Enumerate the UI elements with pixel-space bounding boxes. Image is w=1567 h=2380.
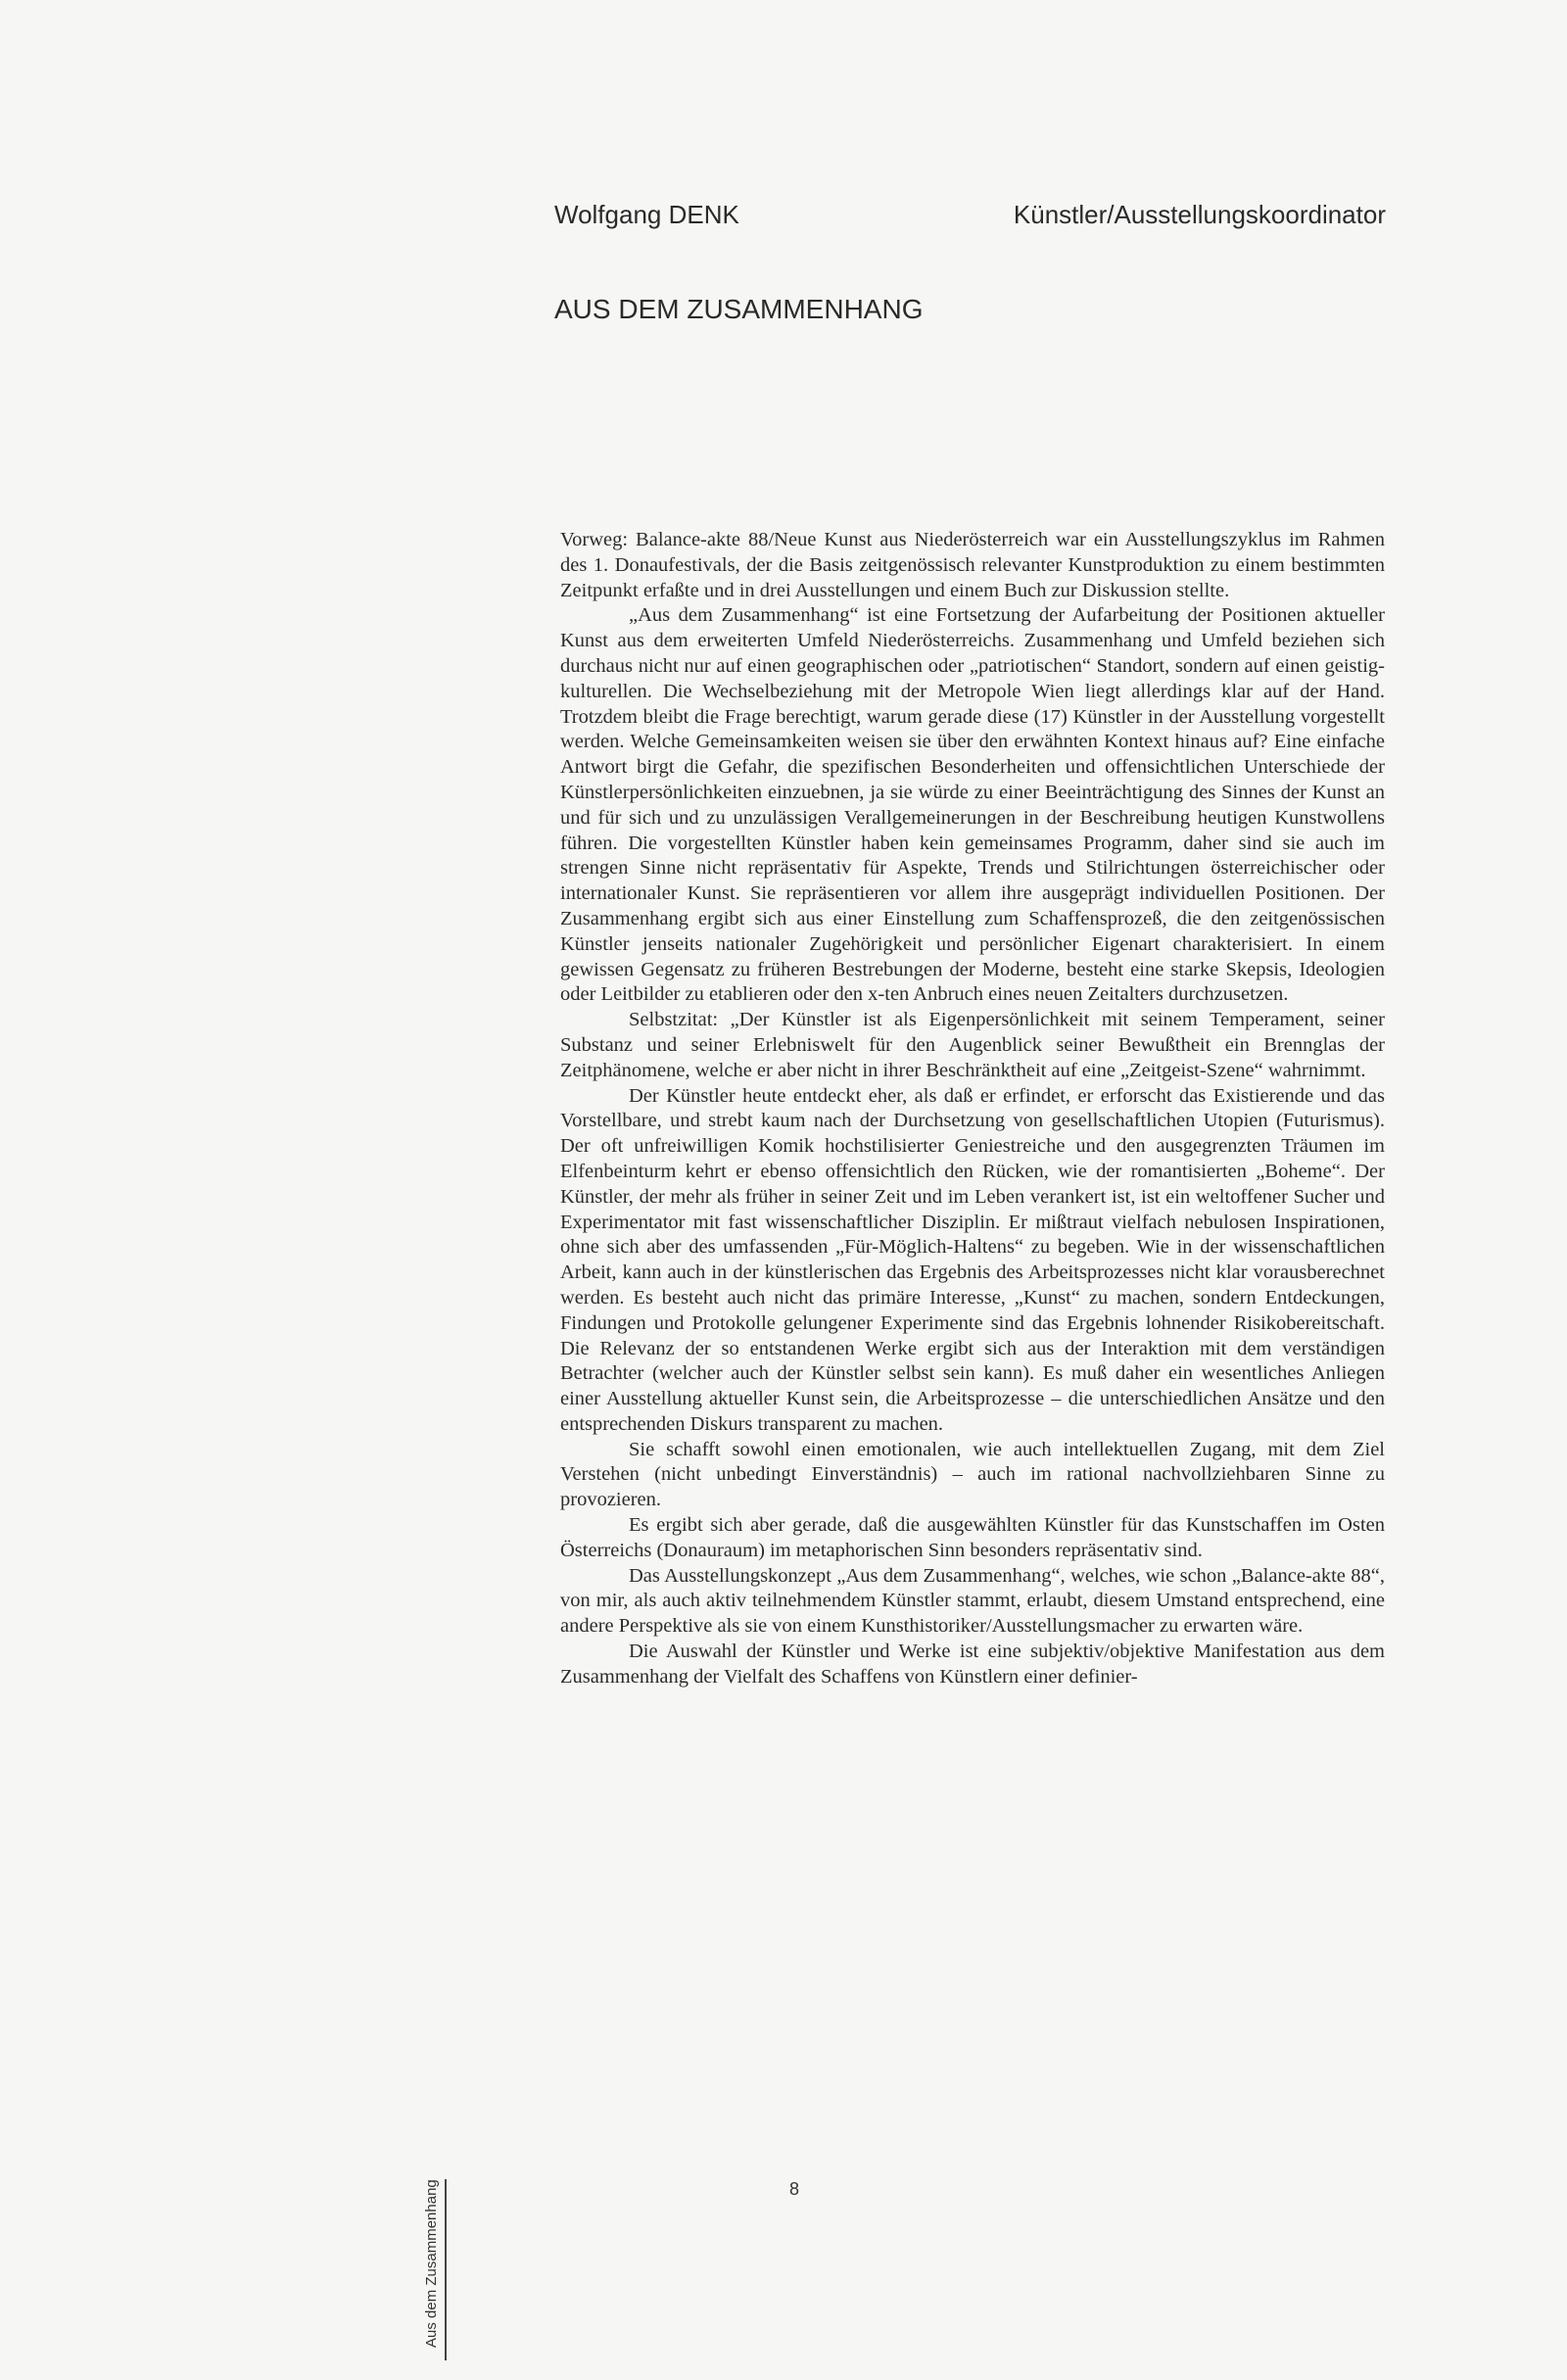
paragraph: Das Ausstellungskonzept „Aus dem Zusammenhang“, welches, wie schon „Balance-akte 88“, von mir, als auch aktiv teilnehmendem Künstler stammt, erlaubt, diesem Umstand entsprechend, eine andere Perspektive als sie von einem Kunsthistoriker/Ausstellungsmacher zu erwarten wäre. — [560, 1564, 1385, 1638]
paragraph: Vorweg: Balance-akte 88/Neue Kunst aus Niederösterreich war ein Ausstellungszyklus im Rahmen des 1. Donaufestivals, der die Basis zeitgenössisch relevanter Kunstproduktion zu einem bestimmten Zeitpunkt erfaßte und in drei Ausstellungen und einem Buch zur Diskussion stellte. — [560, 529, 1385, 601]
body-text — [560, 528, 1385, 1690]
paragraph: Es ergibt sich aber gerade, daß die ausgewählten Künstler für das Kunstschaffen im Osten Österreichs (Donauraum) im metaphorischen Sinn besonders repräsentativ sind. — [560, 1514, 1385, 1561]
paragraph: Der Künstler heute entdeckt eher, als daß er erfindet, er erforscht das Existierende und das Vorstellbare, und strebt kaum nach der Durchsetzung von gesellschaftlichen Utopien (Futurismus). Der oft unfreiwilligen Komik hochstilisierter Geniestreiche und den ausgegrenzten Träumen im Elfenbeinturm kehrt er ebenso offensichtlich den Rücken, wie der romantisierten „Boheme“. Der Künstler, der mehr als früher in seiner Zeit und im Leben verankert ist, ist ein weltoffener Sucher und Experimentator mit fast wissenschaftlicher Disziplin. Er mißtraut vielfach nebulosen Inspirationen, ohne sich aber des umfassenden „Für-Möglich-Haltens“ zu begeben. Wie in der wissenschaftlichen Arbeit, kann auch in der künstlerischen das Ergebnis des Arbeitsprozesses nicht klar vorausberechnet werden. Es besteht auch nicht das primäre Interesse, „Kunst“ zu machen, sondern Entdeckungen, Findungen und Protokolle gelungener Experimente sind das Ergebnis lohnender Risikobereitschaft. Die Relevanz der so entstandenen Werke ergibt sich aus der Interaktion mit dem verständigen Betrachter (welcher auch der Künstler selbst sein kann). Es muß daher ein wesentliches Anliegen einer Ausstellung aktueller Kunst sein, die Arbeitsprozesse – die unterschiedlichen Ansätze und den entsprechenden Diskurs transparent zu machen. — [560, 1084, 1385, 1435]
running-head: Aus dem Zusammenhang — [421, 2179, 447, 2360]
paragraph: Sie schafft sowohl einen emotionalen, wie auch intellektuellen Zugang, mit dem Ziel Verstehen (nicht unbedingt Einverständnis) – auch im rational nachvollziehbaren Sinne zu provozieren. — [560, 1438, 1385, 1511]
author-role: Künstler/Ausstellungskoordinator — [1013, 200, 1386, 229]
page-title: AUS DEM ZUSAMMENHANG — [554, 294, 924, 324]
paragraph: „Aus dem Zusammenhang“ ist eine Fortsetzung der Aufarbeitung der Positionen aktueller Kunst aus dem erweiterten Umfeld Niederösterreichs. Zusammenhang und Umfeld beziehen sich durchaus nicht nur auf einen geographischen oder „patriotischen“ Standort, sondern auf einen geistig-kulturellen. Die Wechselbeziehung mit der Metropole Wien liegt allerdings klar auf der Hand. Trotzdem bleibt die Frage berechtigt, warum gerade diese (17) Künstler in der Ausstellung vorgestellt werden. Welche Gemeinsamkeiten weisen sie über den erwähnten Kontext hinaus auf? Eine einfache Antwort birgt die Gefahr, die spezifischen Besonderheiten und offensichtlichen Unterschiede der Künstlerpersönlichkeiten einzuebnen, ja sie würde zu einer Beeinträchtigung des Sinnes der Kunst an und für sich und zu unzulässigen Verallgemeinerungen in der Beschreibung heutigen Kunstwollens führen. Die vorgestellten Künstler haben kein gemeinsames Programm, daher sind sie auch im strengen Sinne nicht repräsentativ für Aspekte, Trends und Stilrichtungen österreichischer oder internationaler Kunst. Sie repräsentieren vor allem ihre ausgeprägt individuellen Positionen. Der Zusammenhang ergibt sich aus einer Einstellung zum Schaffensprozeß, die den zeitgenössischen Künstler jenseits nationaler Zugehörigkeit und persönlicher Eigenart charakterisiert. In einem gewissen Gegensatz zu früheren Bestrebungen der Moderne, besteht eine starke Skepsis, Ideologien oder Leitbilder zu etablieren oder den x-ten Anbruch eines neuen Zeitalters durchzusetzen. — [560, 604, 1385, 1006]
author-name: Wolfgang DENK — [554, 200, 739, 229]
paragraph: Die Auswahl der Künstler und Werke ist eine subjektiv/objektive Manifestation aus dem Zusammenhang der Vielfalt des Schaffens von Künstlern einer definier- — [560, 1641, 1385, 1688]
paragraph: Selbstzitat: „Der Künstler ist als Eigenpersönlichkeit mit seinem Temperament, seiner Substanz und seiner Erlebniswelt für den Augenblick seiner Bewußtheit ein Brennglas der Zeitphänomene, welche er aber nicht in ihrer Beschränktheit auf eine „Zeitgeist-Szene“ wahrnimmt. — [560, 1009, 1385, 1081]
page-number: 8 — [789, 2179, 800, 2199]
